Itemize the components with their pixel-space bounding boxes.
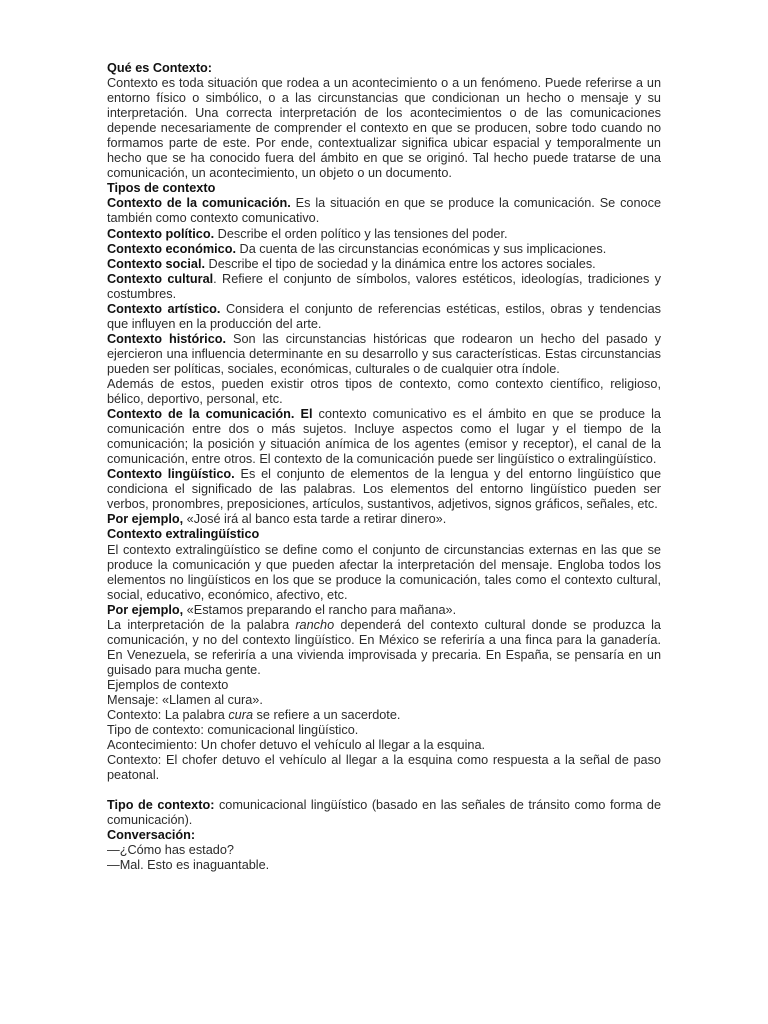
term-definition: Es la situación en que se produce la comunicación. Se conoce también como contexto comunicativo. [107,196,661,226]
contexto-cura-start: Contexto: La palabra [107,708,229,723]
dialogo-line: —¿Cómo has estado? [107,843,234,858]
interpretacion-text-end: dependerá del contexto cultural donde se produzca la comunicación, y no del contexto lingüístico. En México se referiría a una finca para la ganadería. En Venezuela, se referiría a una vivienda improvisada y precaria. En España, se pensaría en un guisado para mucha gente. [107,617,661,677]
term-label: Contexto lingüístico. [107,467,235,482]
term-definition: . Refiere el conjunto de símbolos, valores estéticos, ideologías, tradiciones y costumbres. [107,271,661,301]
term-label: Contexto cultural [107,271,214,286]
comunicacion-paragraph [107,407,661,467]
example-label: Por ejemplo, [107,512,184,527]
italic-word: cura [228,708,254,723]
term-definition: Da cuenta de las circunstancias económicas y sus implicaciones. [236,241,607,256]
term-definition: Son las circunstancias históricas que rodearon un hecho del pasado y ejercieron una influencia determinante en su desarrollo y sus características. Estas circunstancias pueden ser políticas, sociales, económicas, culturales o de cualquier otra índole. [107,331,661,376]
term-definition: Es el conjunto de elementos de la lengua y del entorno lingüístico que condiciona el significado de las palabras. Los elementos del entorno lingüístico pueden ser verbos, pronombres, preposiciones, artículos, sustantivos, adjetivos, signos gráficos, señales, etc. [107,467,662,512]
contexto-chofer-line: Contexto: El chofer detuvo el vehículo al llegar a la esquina como respuesta a la señal de paso peatonal. [107,753,661,783]
tipo-contexto-line: Tipo de contexto: comunicacional lingüístico. [107,723,359,738]
interpretacion-text-start: La interpretación de la palabra [107,617,296,632]
tipo-social [107,257,661,272]
blank-line [107,783,661,798]
ademas-paragraph: Además de estos, pueden existir otros tipos de contexto, como contexto científico, religioso, bélico, deportivo, personal, etc. [107,376,661,407]
ejemplo-extralinguistico [107,603,661,618]
term-label: Contexto artístico. [107,301,221,316]
term-definition: Considera el conjunto de referencias estéticas, estilos, obras y tendencias que influyen en la producción del arte. [107,301,661,331]
ejemplos-heading: Ejemplos de contexto [107,677,229,692]
term-definition: Describe el tipo de sociedad y la dinámica entre los actores sociales. [205,256,596,271]
tipo-economico [107,242,661,257]
italic-word: rancho [295,617,335,632]
term-label: Contexto político. [107,226,215,241]
example-text: «José irá al banco esta tarde a retirar dinero». [183,512,447,527]
example-text: «Estamos preparando el rancho para mañana». [183,602,457,617]
contexto-cura-end: se refiere a un sacerdote. [253,708,401,723]
term-label: Contexto histórico. [107,331,227,346]
tipo-contexto-senales [107,798,661,828]
dialogo-line: —Mal. Esto es inaguantable. [107,858,270,873]
document-page [107,61,661,873]
tipo-artistico [107,302,661,332]
mensaje-line: Mensaje: «Llamen al cura». [107,692,263,707]
term-label: Contexto económico. [107,241,236,256]
term-definition: comunicacional lingüístico (basado en las señales de tránsito como forma de comunicación). [107,798,662,828]
term-label: Contexto social. [107,256,205,271]
document-title: Qué es Contexto: [107,61,213,75]
tipo-cultural [107,272,661,302]
linguistico-paragraph [107,467,661,512]
example-label: Por ejemplo, [107,602,184,617]
intro-paragraph: Contexto es toda situación que rodea a un acontecimiento o a un fenómeno. Puede referirse a un entorno físico o simbólico, o a las circunstancias que condicionan un hecho o mensaje y su interpretación. Una correcta interpretación de los acontecimientos o de las comunicaciones depende necesariamente de comprender el contexto en que se producen, sobre todo cuando no formamos parte de este. Por ende, contextualizar significa ubicar espacial y temporalmente un hecho que se ha conocido fuera del ámbito en que se originó. Tal hecho puede tratarse de una comunicación, un acontecimiento, un objeto o un documento. [107,76,661,181]
interpretacion-paragraph [107,618,661,678]
extralinguistico-paragraph: El contexto extralingüístico se define como el conjunto de circunstancias externas en las que se produce la comunicación y que pueden afectar la interpretación del mensaje. Engloba todos los elementos no lingüísticos en los que se produce la comunicación, tales como el contexto cultural, social, educativo, económico, afectivo, etc. [107,542,661,602]
term-definition: contexto comunicativo es el ámbito en que se produce la comunicación entre dos o más sujetos. Incluye aspectos como el lugar y el tiempo de la comunicación; la posición y situación anímica de los agentes (emisor y receptor), el canal de la comunicación, entre otros. El contexto de la comunicación puede ser lingüístico o extralingüístico. [107,407,661,467]
tipo-politico [107,227,661,242]
ejemplo-linguistico [107,512,661,527]
acontecimiento-line: Acontecimiento: Un chofer detuvo el vehículo al llegar a la esquina. [107,738,486,753]
section-heading-tipos: Tipos de contexto [107,181,216,196]
conversacion-heading: Conversación: [107,828,196,843]
term-definition: Describe el orden político y las tensiones del poder. [214,226,508,241]
term-label: Tipo de contexto: [107,798,215,813]
tipo-comunicacion [107,196,661,226]
tipo-historico [107,332,661,377]
term-label: Contexto de la comunicación. [107,196,291,211]
contexto-cura-line [107,708,661,723]
term-label: Contexto de la comunicación. El [107,407,313,422]
section-heading-extralinguistico: Contexto extralingüístico [107,527,260,542]
